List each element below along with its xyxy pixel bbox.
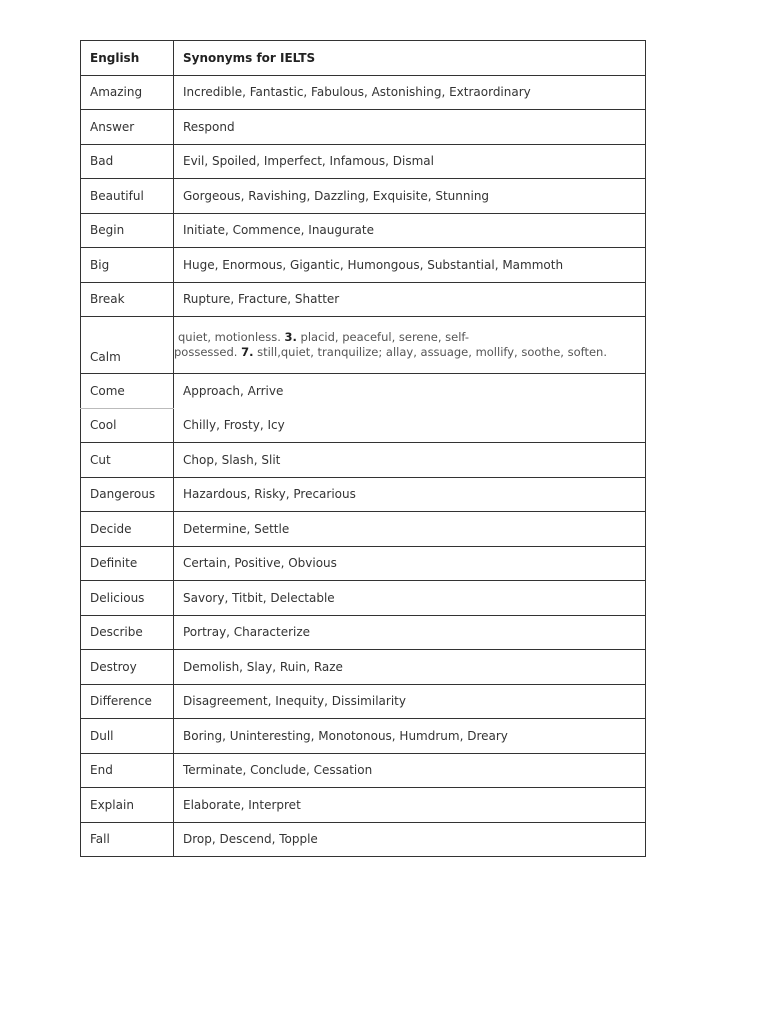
synonym-list: Huge, Enormous, Gigantic, Humongous, Substantial, Mammoth	[174, 248, 646, 283]
synonym-list: Certain, Positive, Obvious	[174, 546, 646, 581]
english-word: Dull	[81, 719, 174, 754]
table-row	[81, 684, 646, 719]
english-word: Explain	[81, 788, 174, 823]
english-word: Destroy	[81, 650, 174, 685]
synonym-list-calm	[174, 317, 646, 374]
synonym-list: Portray, Characterize	[174, 615, 646, 650]
english-word: Cut	[81, 443, 174, 478]
table-header-row	[81, 41, 646, 76]
synonym-list: Drop, Descend, Topple	[174, 822, 646, 857]
synonyms-table	[80, 40, 646, 857]
header-synonyms: Synonyms for IELTS	[174, 41, 646, 76]
english-word: Beautiful	[81, 179, 174, 214]
synonym-list: Determine, Settle	[174, 512, 646, 547]
synonym-list: Chop, Slash, Slit	[174, 443, 646, 478]
synonym-list: Disagreement, Inequity, Dissimilarity	[174, 684, 646, 719]
synonym-list: Approach, Arrive	[174, 374, 646, 409]
english-word: End	[81, 753, 174, 788]
english-word: Come	[81, 374, 174, 409]
synonym-list: Elaborate, Interpret	[174, 788, 646, 823]
table-row	[81, 248, 646, 283]
table-row-calm	[81, 317, 646, 374]
synonym-list: Terminate, Conclude, Cessation	[174, 753, 646, 788]
table-row	[81, 282, 646, 317]
synonym-list: Rupture, Fracture, Shatter	[174, 282, 646, 317]
table-row	[81, 408, 646, 443]
synonym-list: Respond	[174, 110, 646, 145]
english-word: Amazing	[81, 75, 174, 110]
synonym-list: Hazardous, Risky, Precarious	[174, 477, 646, 512]
english-word: Answer	[81, 110, 174, 145]
table-row	[81, 144, 646, 179]
synonym-list: Initiate, Commence, Inaugurate	[174, 213, 646, 248]
english-word: Difference	[81, 684, 174, 719]
table-row	[81, 753, 646, 788]
table-row	[81, 477, 646, 512]
table-row	[81, 374, 646, 409]
english-word: Begin	[81, 213, 174, 248]
synonym-list: Savory, Titbit, Delectable	[174, 581, 646, 616]
table-row	[81, 75, 646, 110]
english-word: Bad	[81, 144, 174, 179]
table-row	[81, 213, 646, 248]
table-row	[81, 788, 646, 823]
english-word: Calm	[81, 317, 174, 374]
calm-definition-line-1: quiet, motionless. 3. placid, peaceful, serene, self-	[178, 330, 470, 344]
english-word: Delicious	[81, 581, 174, 616]
table-row	[81, 822, 646, 857]
english-word: Big	[81, 248, 174, 283]
synonym-list: Demolish, Slay, Ruin, Raze	[174, 650, 646, 685]
synonym-list: Boring, Uninteresting, Monotonous, Humdrum, Dreary	[174, 719, 646, 754]
table-row	[81, 443, 646, 478]
english-word: Dangerous	[81, 477, 174, 512]
english-word: Definite	[81, 546, 174, 581]
table-row	[81, 512, 646, 547]
english-word: Fall	[81, 822, 174, 857]
english-word: Decide	[81, 512, 174, 547]
table-row	[81, 650, 646, 685]
table-row	[81, 615, 646, 650]
table-row	[81, 110, 646, 145]
english-word: Describe	[81, 615, 174, 650]
english-word: Break	[81, 282, 174, 317]
synonym-list: Chilly, Frosty, Icy	[174, 408, 646, 443]
synonym-list: Gorgeous, Ravishing, Dazzling, Exquisite, Stunning	[174, 179, 646, 214]
calm-definition-line-2: possessed. 7. still,quiet, tranquilize; allay, assuage, mollify, soothe, soften.	[174, 345, 608, 359]
english-word: Cool	[81, 408, 174, 443]
synonym-list: Evil, Spoiled, Imperfect, Infamous, Dismal	[174, 144, 646, 179]
table-row	[81, 719, 646, 754]
table-row	[81, 546, 646, 581]
header-english: English	[81, 41, 174, 76]
table-row	[81, 581, 646, 616]
synonym-list: Incredible, Fantastic, Fabulous, Astonishing, Extraordinary	[174, 75, 646, 110]
table-row	[81, 179, 646, 214]
